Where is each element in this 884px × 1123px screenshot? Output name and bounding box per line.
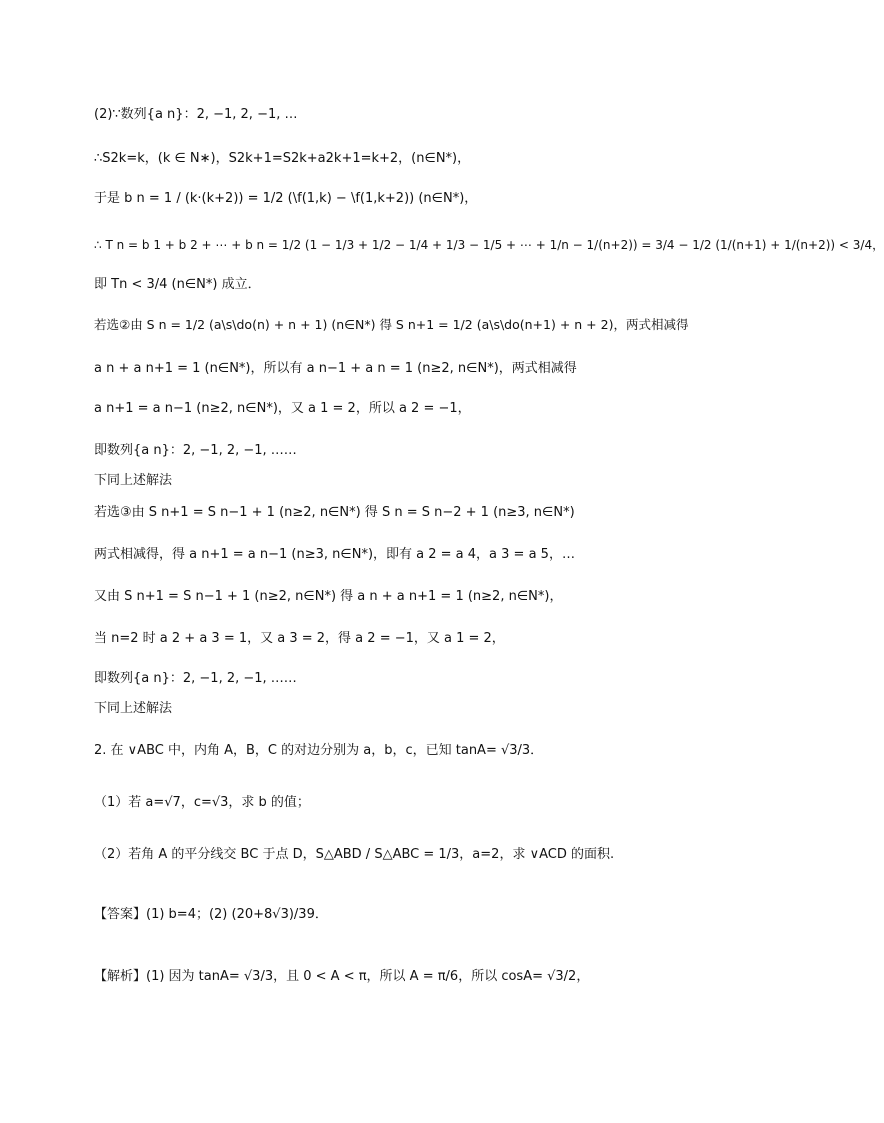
text-line-16: 下同上述解法 [94, 701, 173, 716]
text-line-2: ∴S2k=k，(k ∈ N∗)，S2k+1=S2k+a2k+1=k+2，(n∈N*)， [94, 151, 471, 166]
text-line-7: a n + a n+1 = 1 (n∈N*)，所以有 a n−1 + a n = 1 (n≥2, n∈N*)，两式相减得 [94, 361, 577, 376]
text-line-21: 【解析】(1) 因为 tanA= √3/3，且 0 < A < π，所以 A = π/6，所以 cosA= √3/2， [94, 969, 590, 984]
text-line-11: 若选③由 S n+1 = S n−1 + 1 (n≥2, n∈N*) 得 S n = S n−2 + 1 (n≥3, n∈N*) [94, 505, 575, 520]
text-line-9: 即数列{a n}：2, −1, 2, −1, …… [94, 443, 297, 458]
text-line-1: (2)∵数列{a n}：2, −1, 2, −1, … [94, 107, 298, 122]
text-line-4: ∴ T n = b 1 + b 2 + ⋯ + b n = 1/2 (1 − 1/3 + 1/2 − 1/4 + 1/3 − 1/5 + ⋯ + 1/n − 1/(n+2)) = 3/4 − 1/2 (1/(n+1) + 1/(n+2)) < 3/4， [94, 238, 884, 252]
text-line-10: 下同上述解法 [94, 473, 173, 488]
text-line-17: 2. 在 ∨ABC 中，内角 A，B，C 的对边分别为 a，b，c，已知 tanA= √3/3． [94, 743, 544, 758]
text-line-8: a n+1 = a n−1 (n≥2, n∈N*)，又 a 1 = 2，所以 a 2 = −1， [94, 401, 471, 416]
text-line-5: 即 Tn < 3/4 (n∈N*) 成立． [94, 277, 261, 292]
text-line-18: （1）若 a=√7，c=√3，求 b 的值； [94, 795, 310, 810]
text-line-6: 若选②由 S n = 1/2 (a\s\do(n) + n + 1) (n∈N*) 得 S n+1 = 1/2 (a\s\do(n+1) + n + 2)，两式相减得 [94, 317, 689, 332]
text-line-19: （2）若角 A 的平分线交 BC 于点 D，S△ABD / S△ABC = 1/3，a=2，求 ∨ACD 的面积. [94, 847, 615, 862]
text-line-15: 即数列{a n}：2, −1, 2, −1, …… [94, 671, 297, 686]
text-line-3: 于是 b n = 1 / (k·(k+2)) = 1/2 (\f(1,k) − \f(1,k+2)) (n∈N*)， [94, 191, 478, 206]
text-line-12: 两式相减得，得 a n+1 = a n−1 (n≥3, n∈N*)，即有 a 2 = a 4，a 3 = a 5，… [94, 547, 575, 562]
text-line-20: 【答案】(1) b=4；(2) (20+8√3)/39． [94, 907, 328, 922]
text-line-14: 当 n=2 时 a 2 + a 3 = 1，又 a 3 = 2，得 a 2 = −1，又 a 1 = 2， [94, 631, 505, 646]
text-line-13: 又由 S n+1 = S n−1 + 1 (n≥2, n∈N*) 得 a n + a n+1 = 1 (n≥2, n∈N*)， [94, 589, 563, 604]
